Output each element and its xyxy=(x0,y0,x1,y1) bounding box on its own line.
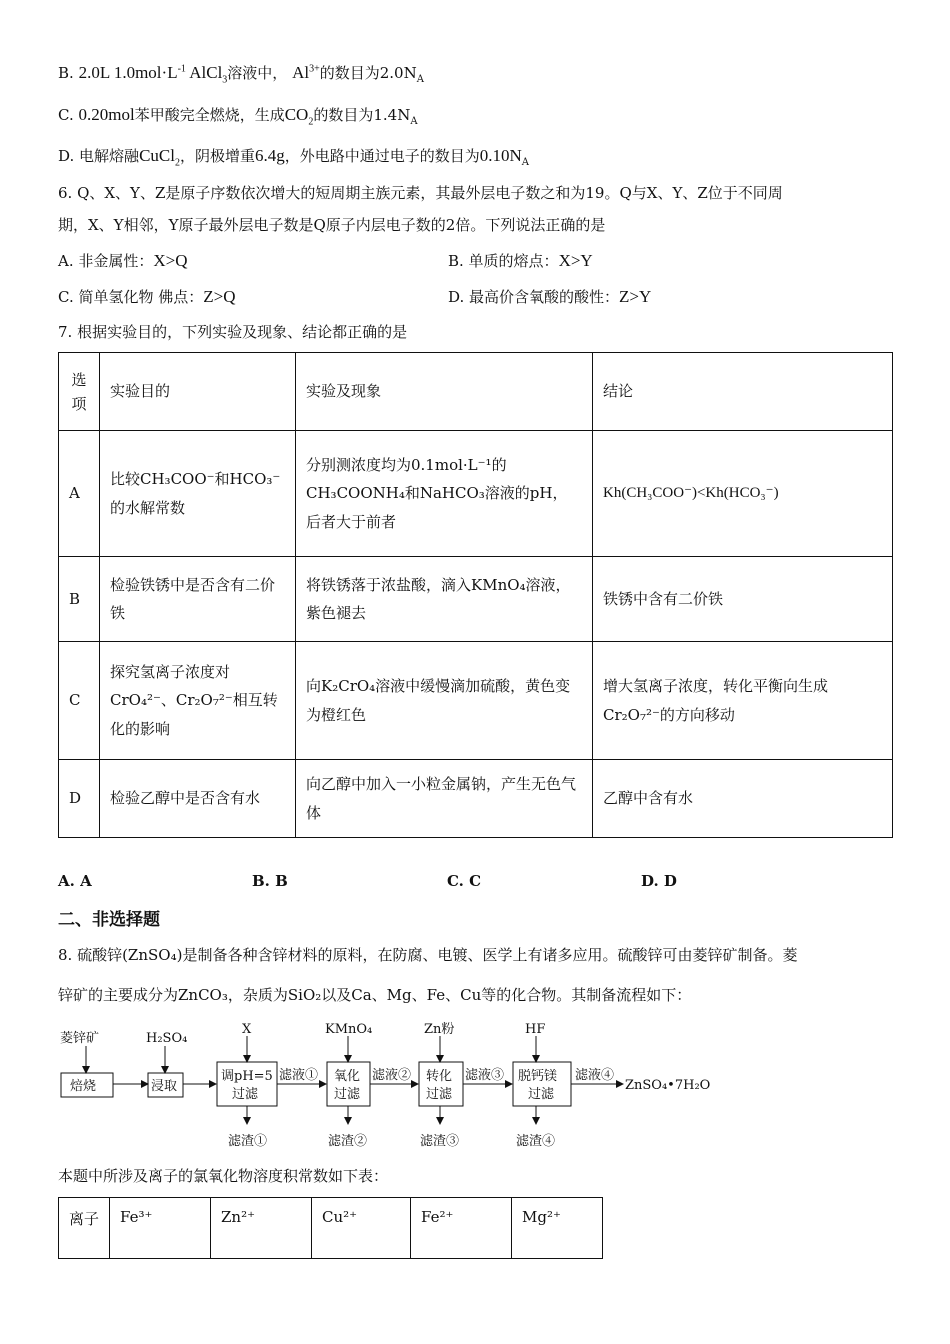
row-option: B xyxy=(59,557,100,642)
q6-option-a: A. 非金属性：X>Q xyxy=(58,251,188,270)
ion-header: 离子 xyxy=(59,1198,110,1259)
q7-choice-b: B. B xyxy=(252,872,288,890)
flow-roast: 焙烧 xyxy=(70,1079,97,1094)
flow-raw-ore: 菱锌矿 xyxy=(60,1031,100,1046)
flow-x: X xyxy=(242,1022,252,1037)
row-experiment: 将铁锈落于浓盐酸，滴入KMnO₄溶液，紫色褪去 xyxy=(296,557,593,642)
ion-cell: Fe³⁺ xyxy=(110,1198,211,1259)
header-conclusion: 结论 xyxy=(593,353,893,431)
row-conclusion: 乙醇中含有水 xyxy=(593,760,893,838)
q7-stem: 7. 根据实验目的，下列实验及现象、结论都正确的是 xyxy=(58,323,408,341)
flow-h2so4: H₂SO₄ xyxy=(146,1031,188,1046)
flow-convert-line2: 过滤 xyxy=(426,1087,453,1102)
flow-hf: HF xyxy=(525,1022,546,1037)
row-conclusion: 铁锈中含有二价铁 xyxy=(593,557,893,642)
flow-filtrate2: 滤液② xyxy=(372,1068,412,1083)
process-flow-diagram xyxy=(58,1018,758,1153)
q5-option-d: D. 电解熔融CuCl$_2$，阴极增重6.4g，外电路中通过电子的数目为$0.10N_A$ xyxy=(58,146,530,169)
header-purpose: 实验目的 xyxy=(100,353,296,431)
flow-product: ZnSO₄•7H₂O xyxy=(625,1078,711,1093)
flow-leach: 浸取 xyxy=(151,1079,178,1094)
ion-cell: Zn²⁺ xyxy=(211,1198,312,1259)
table-header-row xyxy=(59,353,893,431)
row-experiment: 向K₂CrO₄溶液中缓慢滴加硫酸，黄色变为橙红色 xyxy=(296,642,593,760)
row-option: C xyxy=(59,642,100,760)
row-purpose: 检验铁锈中是否含有二价铁 xyxy=(100,557,296,642)
section-title: 二、非选择题 xyxy=(58,910,160,930)
flow-residue1: 滤渣① xyxy=(228,1134,268,1149)
table-row xyxy=(59,557,893,642)
flow-residue2: 滤渣② xyxy=(328,1134,368,1149)
q6-option-b: B. 单质的熔点：X>Y xyxy=(448,251,593,270)
flow-residue4: 滤渣④ xyxy=(516,1134,556,1149)
ion-cell: Cu²⁺ xyxy=(312,1198,411,1259)
row-purpose: 检验乙醇中是否含有水 xyxy=(100,760,296,838)
flow-ph-box-line1: 调pH=5 xyxy=(221,1069,273,1084)
q7-choice-a: A. A xyxy=(58,872,92,890)
header-option: 选项 xyxy=(59,353,100,431)
q7-experiment-table xyxy=(58,352,893,838)
q7-choice-c: C. C xyxy=(447,872,482,890)
q5-option-b: B. 2.0L $1.0mol\cdot L^{-1}$ AlCl$_3$溶液中， $Al^{3+}$的数目为$2.0N_A$ xyxy=(58,63,424,86)
q6-option-c: C. 简单氢化物 佛点：Z>Q xyxy=(58,287,236,306)
row-experiment: 分别测浓度均为0.1mol·L⁻¹的CH₃COONH₄和NaHCO₃溶液的pH，后者大于前者 xyxy=(296,431,593,557)
row-conclusion: Kh(CH₃COO⁻)<Kh(HCO₃⁻) xyxy=(593,431,893,557)
ksp-table xyxy=(58,1197,603,1259)
row-option: A xyxy=(59,431,100,557)
row-conclusion: 增大氢离子浓度，转化平衡向生成Cr₂O₇²⁻的方向移动 xyxy=(593,642,893,760)
table-row xyxy=(59,1198,603,1259)
q8-stem-line2: 锌矿的主要成分为ZnCO₃，杂质为SiO₂以及Ca、Mg、Fe、Cu等的化合物。其制备流程如下： xyxy=(58,986,692,1004)
q6-option-d: D. 最高价含氧酸的酸性：Z>Y xyxy=(448,287,652,306)
flow-decamg-line1: 脱钙镁 xyxy=(518,1069,558,1084)
flow-oxidize-line2: 过滤 xyxy=(334,1087,361,1102)
flow-kmno4: KMnO₄ xyxy=(325,1022,373,1037)
flow-filtrate1: 滤液① xyxy=(279,1068,319,1083)
q8-table-intro: 本题中所涉及离子的氯氧化物溶度积常数如下表： xyxy=(58,1167,389,1185)
flow-convert-line1: 转化 xyxy=(426,1069,453,1084)
flow-ph-box-line2: 过滤 xyxy=(232,1087,259,1102)
table-row xyxy=(59,642,893,760)
row-experiment: 向乙醇中加入一小粒金属钠，产生无色气体 xyxy=(296,760,593,838)
flow-filtrate3: 滤液③ xyxy=(465,1068,505,1083)
table-row xyxy=(59,431,893,557)
row-purpose: 探究氢离子浓度对CrO₄²⁻、Cr₂O₇²⁻相互转化的影响 xyxy=(100,642,296,760)
flow-decamg-line2: 过滤 xyxy=(528,1087,555,1102)
flow-residue3: 滤渣③ xyxy=(420,1134,460,1149)
q5-option-c: C. 0.20mol苯甲酸完全燃烧，生成$CO_2$的数目为$1.4N_A$ xyxy=(58,105,418,128)
row-purpose: 比较CH₃COO⁻和HCO₃⁻的水解常数 xyxy=(100,431,296,557)
flow-oxidize-line1: 氧化 xyxy=(334,1069,361,1084)
q7-choice-d: D. D xyxy=(641,872,677,890)
row-option: D xyxy=(59,760,100,838)
flow-zn-powder: Zn粉 xyxy=(424,1022,455,1037)
q8-stem-line1: 8. 硫酸锌(ZnSO₄)是制备各种含锌材料的原料，在防腐、电镀、医学上有诸多应用。硫酸锌可由菱锌矿制备。菱 xyxy=(58,946,798,964)
ion-cell: Mg²⁺ xyxy=(512,1198,603,1259)
ion-cell: Fe²⁺ xyxy=(411,1198,512,1259)
q6-stem-line1: 6. Q、X、Y、Z是原子序数依次增大的短周期主族元素，其最外层电子数之和为19。Q与X、Y、Z位于不同周 xyxy=(58,184,783,202)
q6-stem-line2: 期，X、Y相邻，Y原子最外层电子数是Q原子内层电子数的2倍。下列说法正确的是 xyxy=(58,216,606,234)
flow-filtrate4: 滤液④ xyxy=(575,1068,615,1083)
header-experiment: 实验及现象 xyxy=(296,353,593,431)
table-row xyxy=(59,760,893,838)
